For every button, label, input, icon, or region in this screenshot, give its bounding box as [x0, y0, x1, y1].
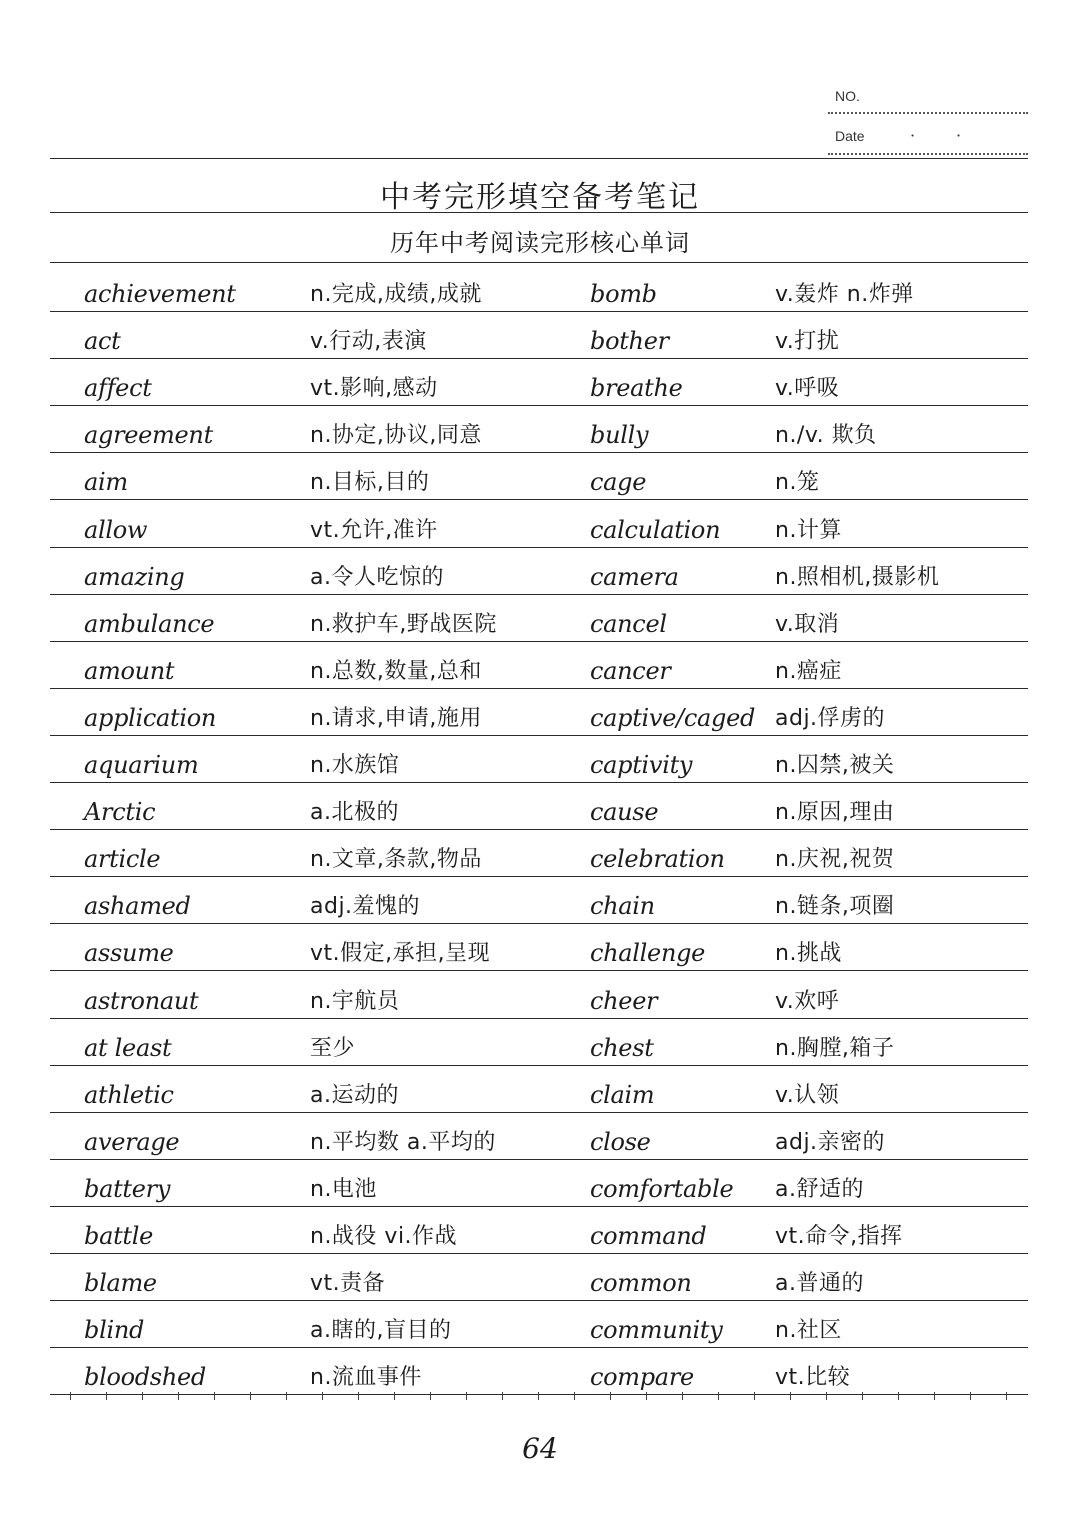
chinese-definition: n.链条,项圈 — [775, 894, 895, 920]
english-word: at least — [84, 1033, 172, 1062]
english-word: chain — [590, 892, 655, 921]
chinese-definition: v.认领 — [775, 1082, 840, 1108]
date-label: Date — [835, 128, 865, 144]
english-word: chest — [590, 1033, 654, 1062]
chinese-definition: n./v. 欺负 — [775, 423, 877, 449]
chinese-definition: v.轰炸 n.炸弹 — [775, 282, 914, 308]
english-word: aim — [84, 468, 128, 497]
chinese-definition: n.文章,条款,物品 — [310, 847, 482, 873]
ruler-tick — [1006, 1392, 1007, 1400]
vocab-row — [0, 1019, 1080, 1066]
vocab-row — [0, 1207, 1080, 1254]
page-subtitle: 历年中考阅读完形核心单词 — [390, 229, 690, 257]
subtitle-rule — [50, 262, 1028, 263]
english-word: achievement — [84, 280, 236, 309]
chinese-definition: v.打扰 — [775, 329, 840, 355]
ruler-tick — [214, 1392, 215, 1400]
chinese-definition: 至少 — [310, 1035, 356, 1061]
chinese-definition: a.舒适的 — [775, 1176, 864, 1202]
ruler-tick — [682, 1392, 683, 1400]
no-label: NO. — [835, 88, 860, 104]
ruled-line — [50, 1394, 1028, 1395]
chinese-definition: vt.命令,指挥 — [775, 1223, 903, 1249]
vocab-row — [0, 453, 1080, 500]
vocab-row — [0, 689, 1080, 736]
page-number: 64 — [522, 1432, 558, 1465]
english-word: ambulance — [84, 609, 215, 638]
ruler-tick — [826, 1392, 827, 1400]
chinese-definition: a.北极的 — [310, 800, 399, 826]
chinese-definition: vt.影响,感动 — [310, 376, 438, 402]
english-word: allow — [84, 515, 148, 544]
chinese-definition: adj.亲密的 — [775, 1129, 886, 1155]
ruler-tick — [538, 1392, 539, 1400]
english-word: comfortable — [590, 1174, 734, 1203]
english-word: Arctic — [84, 798, 156, 827]
english-word: community — [590, 1316, 723, 1345]
vocab-row — [0, 265, 1080, 312]
title-rule — [50, 212, 1028, 213]
english-word: cancel — [590, 609, 667, 638]
english-word: common — [590, 1269, 692, 1298]
no-dotted-line — [828, 112, 1028, 114]
chinese-definition: n.总数,数量,总和 — [310, 658, 482, 684]
chinese-definition: v.呼吸 — [775, 376, 840, 402]
english-word: captive/caged — [590, 703, 756, 732]
english-word: article — [84, 845, 161, 874]
english-word: athletic — [84, 1080, 174, 1109]
top-rule — [50, 158, 1028, 159]
ruler-tick — [754, 1392, 755, 1400]
vocab-row — [0, 971, 1080, 1018]
chinese-definition: vt.允许,准许 — [310, 517, 438, 543]
english-word: compare — [590, 1363, 694, 1392]
ruler-tick — [970, 1392, 971, 1400]
vocab-row — [0, 406, 1080, 453]
chinese-definition: vt.假定,承担,呈现 — [310, 941, 491, 967]
chinese-definition: n.庆祝,祝贺 — [775, 847, 895, 873]
ruler-tick — [142, 1392, 143, 1400]
chinese-definition: n.计算 — [775, 517, 842, 543]
english-word: amazing — [84, 562, 185, 591]
vocab-row — [0, 736, 1080, 783]
date-dotted-line — [828, 153, 1028, 155]
chinese-definition: n.救护车,野战医院 — [310, 611, 497, 637]
english-word: bother — [590, 327, 669, 356]
english-word: act — [84, 327, 121, 356]
ruler-tick — [898, 1392, 899, 1400]
vocab-row — [0, 642, 1080, 689]
chinese-definition: vt.责备 — [310, 1271, 386, 1297]
chinese-definition: n.社区 — [775, 1318, 842, 1344]
english-word: assume — [84, 939, 174, 968]
english-word: bully — [590, 421, 649, 450]
chinese-definition: n.囚禁,被关 — [775, 753, 895, 779]
english-word: cause — [590, 798, 659, 827]
ruler-tick — [286, 1392, 287, 1400]
ruler-tick — [574, 1392, 575, 1400]
english-word: calculation — [590, 515, 721, 544]
english-word: claim — [590, 1080, 655, 1109]
chinese-definition: n.电池 — [310, 1176, 377, 1202]
chinese-definition: n.笼 — [775, 470, 820, 496]
ruler-tick — [250, 1392, 251, 1400]
english-word: cage — [590, 468, 647, 497]
vocab-row — [0, 924, 1080, 971]
english-word: battery — [84, 1174, 171, 1203]
chinese-definition: n.完成,成绩,成就 — [310, 282, 482, 308]
vocab-row — [0, 500, 1080, 547]
page-title: 中考完形填空备考笔记 — [380, 180, 700, 215]
ruler-tick — [646, 1392, 647, 1400]
english-word: cheer — [590, 986, 658, 1015]
ruler-tick — [790, 1392, 791, 1400]
chinese-definition: n.宇航员 — [310, 988, 400, 1014]
english-word: cancer — [590, 656, 671, 685]
english-word: bloodshed — [84, 1363, 206, 1392]
chinese-definition: n.平均数 a.平均的 — [310, 1129, 496, 1155]
vocab-row — [0, 1113, 1080, 1160]
english-word: astronaut — [84, 986, 199, 1015]
ruler-tick — [466, 1392, 467, 1400]
english-word: affect — [84, 374, 152, 403]
ruler-tick — [430, 1392, 431, 1400]
chinese-definition: n.挑战 — [775, 941, 842, 967]
chinese-definition: n.癌症 — [775, 658, 842, 684]
english-word: close — [590, 1127, 651, 1156]
ruler-tick — [322, 1392, 323, 1400]
vocab-row — [0, 359, 1080, 406]
chinese-definition: n.协定,协议,同意 — [310, 423, 482, 449]
english-word: ashamed — [84, 892, 191, 921]
vocab-row — [0, 1254, 1080, 1301]
chinese-definition: n.胸膛,箱子 — [775, 1035, 895, 1061]
ruler-tick — [394, 1392, 395, 1400]
english-word: aquarium — [84, 751, 199, 780]
chinese-definition: n.照相机,摄影机 — [775, 564, 940, 590]
ruler-tick — [718, 1392, 719, 1400]
ruler-tick — [862, 1392, 863, 1400]
vocab-row — [0, 1066, 1080, 1113]
vocab-row — [0, 783, 1080, 830]
date-dot: · — [910, 126, 916, 145]
chinese-definition: n.目标,目的 — [310, 470, 430, 496]
vocab-row — [0, 1348, 1080, 1395]
ruler-tick — [178, 1392, 179, 1400]
vocab-row — [0, 312, 1080, 359]
english-word: camera — [590, 562, 679, 591]
english-word: amount — [84, 656, 175, 685]
chinese-definition: adj.羞愧的 — [310, 894, 421, 920]
chinese-definition: a.瞎的,盲目的 — [310, 1318, 452, 1344]
chinese-definition: v.取消 — [775, 611, 840, 637]
chinese-definition: n.原因,理由 — [775, 800, 895, 826]
chinese-definition: a.运动的 — [310, 1082, 399, 1108]
chinese-definition: n.战役 vi.作战 — [310, 1223, 458, 1249]
vocab-row — [0, 548, 1080, 595]
english-word: command — [590, 1221, 707, 1250]
chinese-definition: a.普通的 — [775, 1271, 864, 1297]
english-word: agreement — [84, 421, 213, 450]
english-word: breathe — [590, 374, 683, 403]
chinese-definition: a.令人吃惊的 — [310, 564, 444, 590]
english-word: celebration — [590, 845, 725, 874]
vocab-row — [0, 877, 1080, 924]
english-word: captivity — [590, 751, 693, 780]
vocab-row — [0, 1301, 1080, 1348]
ruler-tick — [70, 1392, 71, 1400]
english-word: application — [84, 703, 217, 732]
ruler-tick — [358, 1392, 359, 1400]
ruler-tick — [502, 1392, 503, 1400]
chinese-definition: vt.比较 — [775, 1365, 851, 1391]
ruler-tick — [610, 1392, 611, 1400]
ruler-tick — [934, 1392, 935, 1400]
vocab-row — [0, 595, 1080, 642]
date-dot: · — [956, 126, 962, 145]
english-word: bomb — [590, 280, 657, 309]
chinese-definition: adj.俘虏的 — [775, 705, 886, 731]
chinese-definition: n.请求,申请,施用 — [310, 705, 482, 731]
chinese-definition: v.行动,表演 — [310, 329, 427, 355]
vocab-row — [0, 1160, 1080, 1207]
chinese-definition: n.流血事件 — [310, 1365, 422, 1391]
english-word: blame — [84, 1269, 157, 1298]
english-word: challenge — [590, 939, 706, 968]
ruler-tick — [106, 1392, 107, 1400]
chinese-definition: n.水族馆 — [310, 753, 400, 779]
english-word: battle — [84, 1221, 154, 1250]
vocab-row — [0, 830, 1080, 877]
english-word: blind — [84, 1316, 145, 1345]
chinese-definition: v.欢呼 — [775, 988, 840, 1014]
vocabulary-list — [0, 265, 1080, 1395]
english-word: average — [84, 1127, 180, 1156]
